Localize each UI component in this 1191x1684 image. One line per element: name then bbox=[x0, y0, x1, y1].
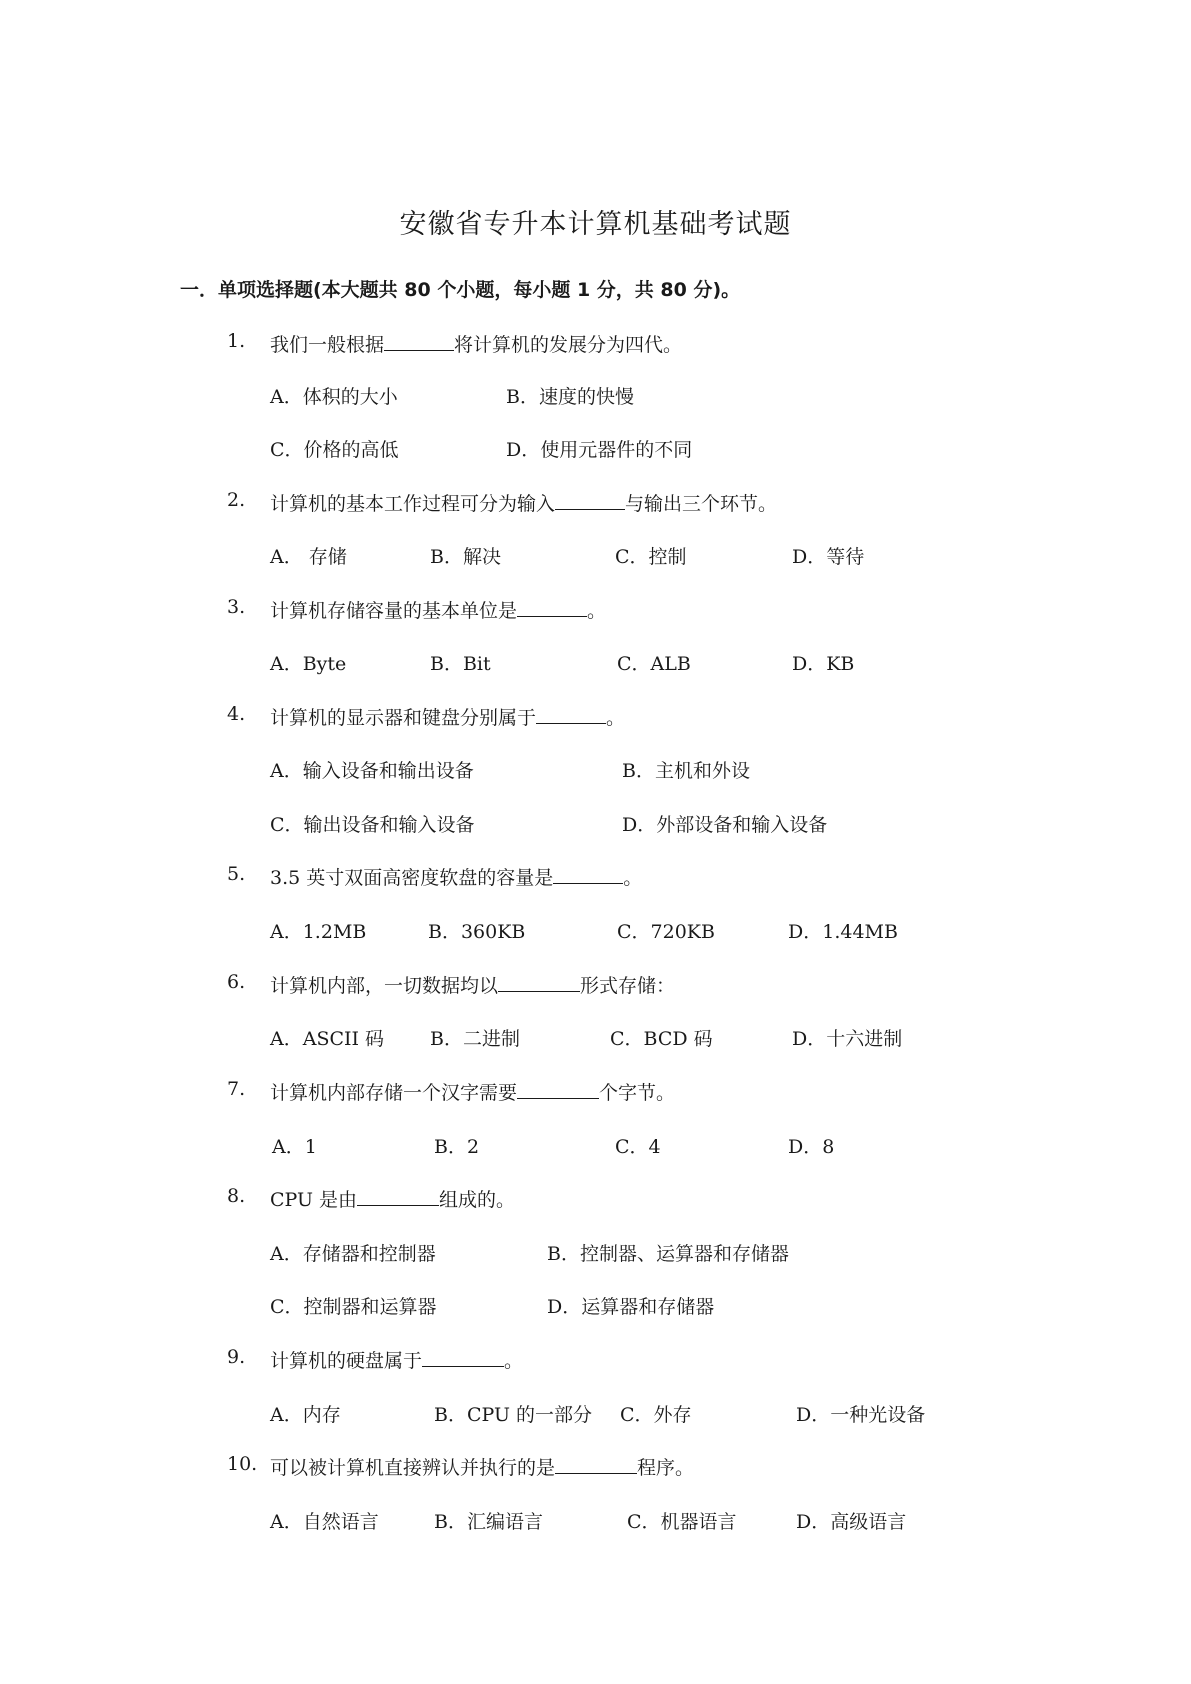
option-a: A．Byte bbox=[270, 653, 347, 675]
question-number: 8. bbox=[227, 1185, 246, 1207]
question-text: 我们一般根据 将计算机的发展分为四代。 bbox=[270, 334, 683, 356]
question-number: 4. bbox=[227, 703, 246, 725]
option-d: D．高级语言 bbox=[796, 1511, 907, 1533]
option-b: B．Bit bbox=[430, 653, 491, 675]
answer-blank bbox=[517, 1080, 599, 1099]
answer-blank bbox=[553, 865, 623, 884]
exam-title: 安徽省专升本计算机基础考试题 bbox=[399, 209, 792, 240]
option-c: C．BCD 码 bbox=[610, 1028, 713, 1050]
question-text: 计算机的基本工作过程可分为输入 与输出三个环节。 bbox=[270, 493, 778, 515]
option-d: D．1.44MB bbox=[788, 921, 898, 943]
option-d: D．等待 bbox=[792, 546, 865, 568]
option-b: B．控制器、运算器和存储器 bbox=[547, 1243, 789, 1265]
answer-blank bbox=[498, 973, 580, 992]
option-c: C．输出设备和输入设备 bbox=[270, 814, 475, 836]
option-c: C．控制器和运算器 bbox=[270, 1296, 437, 1318]
question-text: 可以被计算机直接辨认并执行的是 程序。 bbox=[270, 1457, 695, 1479]
option-c: C．控制 bbox=[615, 546, 687, 568]
question-number: 5. bbox=[227, 863, 246, 885]
question-number: 3. bbox=[227, 596, 246, 618]
option-d: D．使用元器件的不同 bbox=[506, 439, 693, 461]
option-a: A．内存 bbox=[270, 1404, 341, 1426]
option-c: C．机器语言 bbox=[627, 1511, 737, 1533]
option-b: B．汇编语言 bbox=[434, 1511, 543, 1533]
option-d: D．十六进制 bbox=[792, 1028, 903, 1050]
option-c: C．720KB bbox=[617, 921, 715, 943]
option-b: B．2 bbox=[434, 1136, 480, 1158]
option-a: A．自然语言 bbox=[270, 1511, 379, 1533]
option-a: A．ASCII 码 bbox=[270, 1028, 385, 1050]
option-a: A．体积的大小 bbox=[270, 386, 398, 408]
option-a: A．输入设备和输出设备 bbox=[270, 760, 474, 782]
question-text: 计算机的显示器和键盘分别属于 。 bbox=[270, 707, 626, 729]
question-number: 2. bbox=[227, 489, 246, 511]
question-text: 3.5 英寸双面高密度软盘的容量是 。 bbox=[270, 867, 643, 889]
question-number: 6. bbox=[227, 971, 246, 993]
option-b: B．主机和外设 bbox=[622, 760, 750, 782]
question-text: 计算机的硬盘属于 。 bbox=[270, 1350, 524, 1372]
option-c: C．外存 bbox=[620, 1404, 692, 1426]
answer-blank bbox=[555, 491, 625, 510]
option-d: D．8 bbox=[788, 1136, 835, 1158]
option-b: B．二进制 bbox=[430, 1028, 520, 1050]
option-a: A． 存储 bbox=[270, 546, 347, 568]
question-number: 9. bbox=[227, 1346, 246, 1368]
option-b: B．速度的快慢 bbox=[506, 386, 634, 408]
option-b: B．CPU 的一部分 bbox=[434, 1404, 593, 1426]
question-number: 1. bbox=[227, 330, 246, 352]
option-d: D．运算器和存储器 bbox=[547, 1296, 715, 1318]
option-a: A．1.2MB bbox=[270, 921, 367, 943]
question-text: 计算机存储容量的基本单位是 。 bbox=[270, 600, 607, 622]
section-heading: 一．单项选择题(本大题共 80 个小题，每小题 1 分，共 80 分)。 bbox=[180, 279, 741, 301]
question-text: 计算机内部存储一个汉字需要 个字节。 bbox=[270, 1082, 676, 1104]
option-b: B．解决 bbox=[430, 546, 501, 568]
option-c: C．ALB bbox=[617, 653, 691, 675]
answer-blank bbox=[536, 705, 606, 724]
answer-blank bbox=[422, 1348, 504, 1367]
option-d: D．一种光设备 bbox=[796, 1404, 926, 1426]
option-b: B．360KB bbox=[428, 921, 526, 943]
question-text: CPU 是由 组成的。 bbox=[270, 1189, 516, 1211]
option-a: A．存储器和控制器 bbox=[270, 1243, 436, 1265]
answer-blank bbox=[555, 1455, 637, 1474]
option-d: D．KB bbox=[792, 653, 855, 675]
question-number: 7. bbox=[227, 1078, 246, 1100]
option-a: A．1 bbox=[272, 1136, 317, 1158]
answer-blank bbox=[517, 598, 587, 617]
answer-blank bbox=[357, 1187, 439, 1206]
question-number: 10. bbox=[227, 1453, 258, 1475]
option-c: C．4 bbox=[615, 1136, 661, 1158]
answer-blank bbox=[384, 332, 454, 351]
option-d: D．外部设备和输入设备 bbox=[622, 814, 828, 836]
question-text: 计算机内部，一切数据均以 形式存储： bbox=[270, 975, 676, 997]
option-c: C．价格的高低 bbox=[270, 439, 399, 461]
